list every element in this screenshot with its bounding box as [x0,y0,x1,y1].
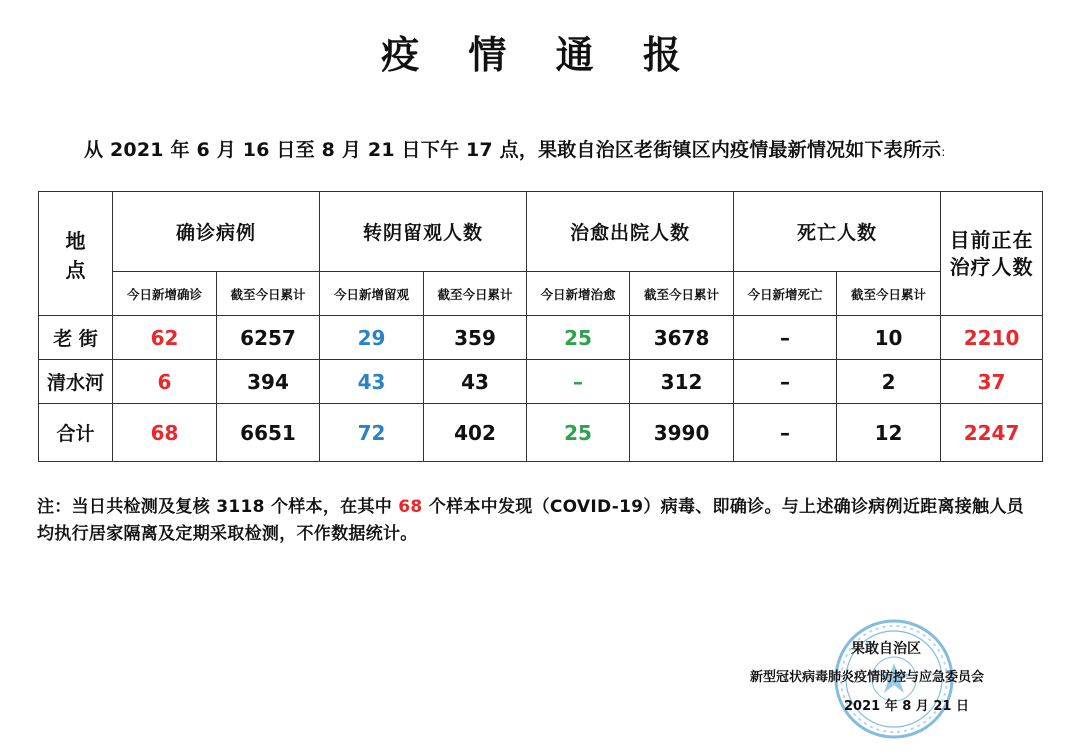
row-place: 老 街 [39,316,113,360]
page-title: 疫 情 通 报 [381,33,699,77]
sub-header: 截至今日累计 [424,272,527,316]
total-confirmed-cell: 394 [217,360,320,404]
cured-header: 治愈出院人数 [527,192,734,272]
row-place: 合计 [39,404,113,462]
subheader-row [39,272,1043,316]
sub-header: 今日新增死亡 [734,272,837,316]
new-confirmed-cell: 62 [113,316,217,360]
footnote [37,494,1047,548]
sub-header: 截至今日累计 [837,272,941,316]
confirmed-header: 确诊病例 [113,192,320,272]
new-observe-cell: 72 [320,404,424,462]
current-treatment-header [941,192,1043,316]
new-confirmed-cell: 68 [113,404,217,462]
total-observe-cell: 43 [424,360,527,404]
table-row [39,316,1043,360]
current-treatment-cell: 2247 [941,404,1043,462]
new-cured-cell: 25 [527,316,630,360]
epidemic-table [38,191,1043,462]
current-header-line2: 治疗人数 [949,254,1034,279]
sub-header: 截至今日累计 [630,272,734,316]
footnote-part2: 个样本中发现（COVID-19）病毒、即确诊。与上述确诊病例近距离接触人员 均执行居家隔离及定期采取检测，不作数据统计。 [37,497,1024,544]
current-treatment-cell: 2210 [941,316,1043,360]
new-cured-cell: – [527,360,630,404]
row-place: 清水河 [39,360,113,404]
sub-header: 今日新增确诊 [113,272,217,316]
sub-header: 今日新增治愈 [527,272,630,316]
total-cured-cell: 3990 [630,404,734,462]
signature-committee: 新型冠状病毒肺炎疫情防控与应急委员会 [750,670,985,685]
intro-main: 从 2021 年 6 月 16 日至 8 月 21 日下午 17 点，果敢自治区老街镇区内疫情最新情况如下表所示 [84,139,942,161]
total-death-cell: 2 [837,360,941,404]
new-confirmed-cell: 6 [113,360,217,404]
intro-tail: : [941,145,946,159]
signature-date: 2021 年 8 月 21 日 [844,699,969,714]
total-confirmed-cell: 6257 [217,316,320,360]
total-cured-cell: 3678 [630,316,734,360]
table-row [39,360,1043,404]
observe-header: 转阴留观人数 [320,192,527,272]
current-header-line1: 目前正在 [949,227,1034,252]
new-death-cell: – [734,404,837,462]
header-row [39,192,1043,272]
sub-header: 今日新增留观 [320,272,424,316]
total-death-cell: 12 [837,404,941,462]
total-observe-cell: 402 [424,404,527,462]
intro-text [84,135,945,162]
new-cured-cell: 25 [527,404,630,462]
death-header: 死亡人数 [734,192,941,272]
footnote-part1: 注：当日共检测及复核 3118 个样本，在其中 [37,497,399,517]
new-death-cell: – [734,360,837,404]
footnote-highlight: 68 [398,497,423,517]
new-observe-cell: 29 [320,316,424,360]
new-observe-cell: 43 [320,360,424,404]
signature-region: 果敢自治区 [851,641,921,657]
total-observe-cell: 359 [424,316,527,360]
place-header: 地 点 [39,192,113,316]
sub-header: 截至今日累计 [217,272,320,316]
current-treatment-cell: 37 [941,360,1043,404]
table-row-total [39,404,1043,462]
new-death-cell: – [734,316,837,360]
total-confirmed-cell: 6651 [217,404,320,462]
total-death-cell: 10 [837,316,941,360]
total-cured-cell: 312 [630,360,734,404]
